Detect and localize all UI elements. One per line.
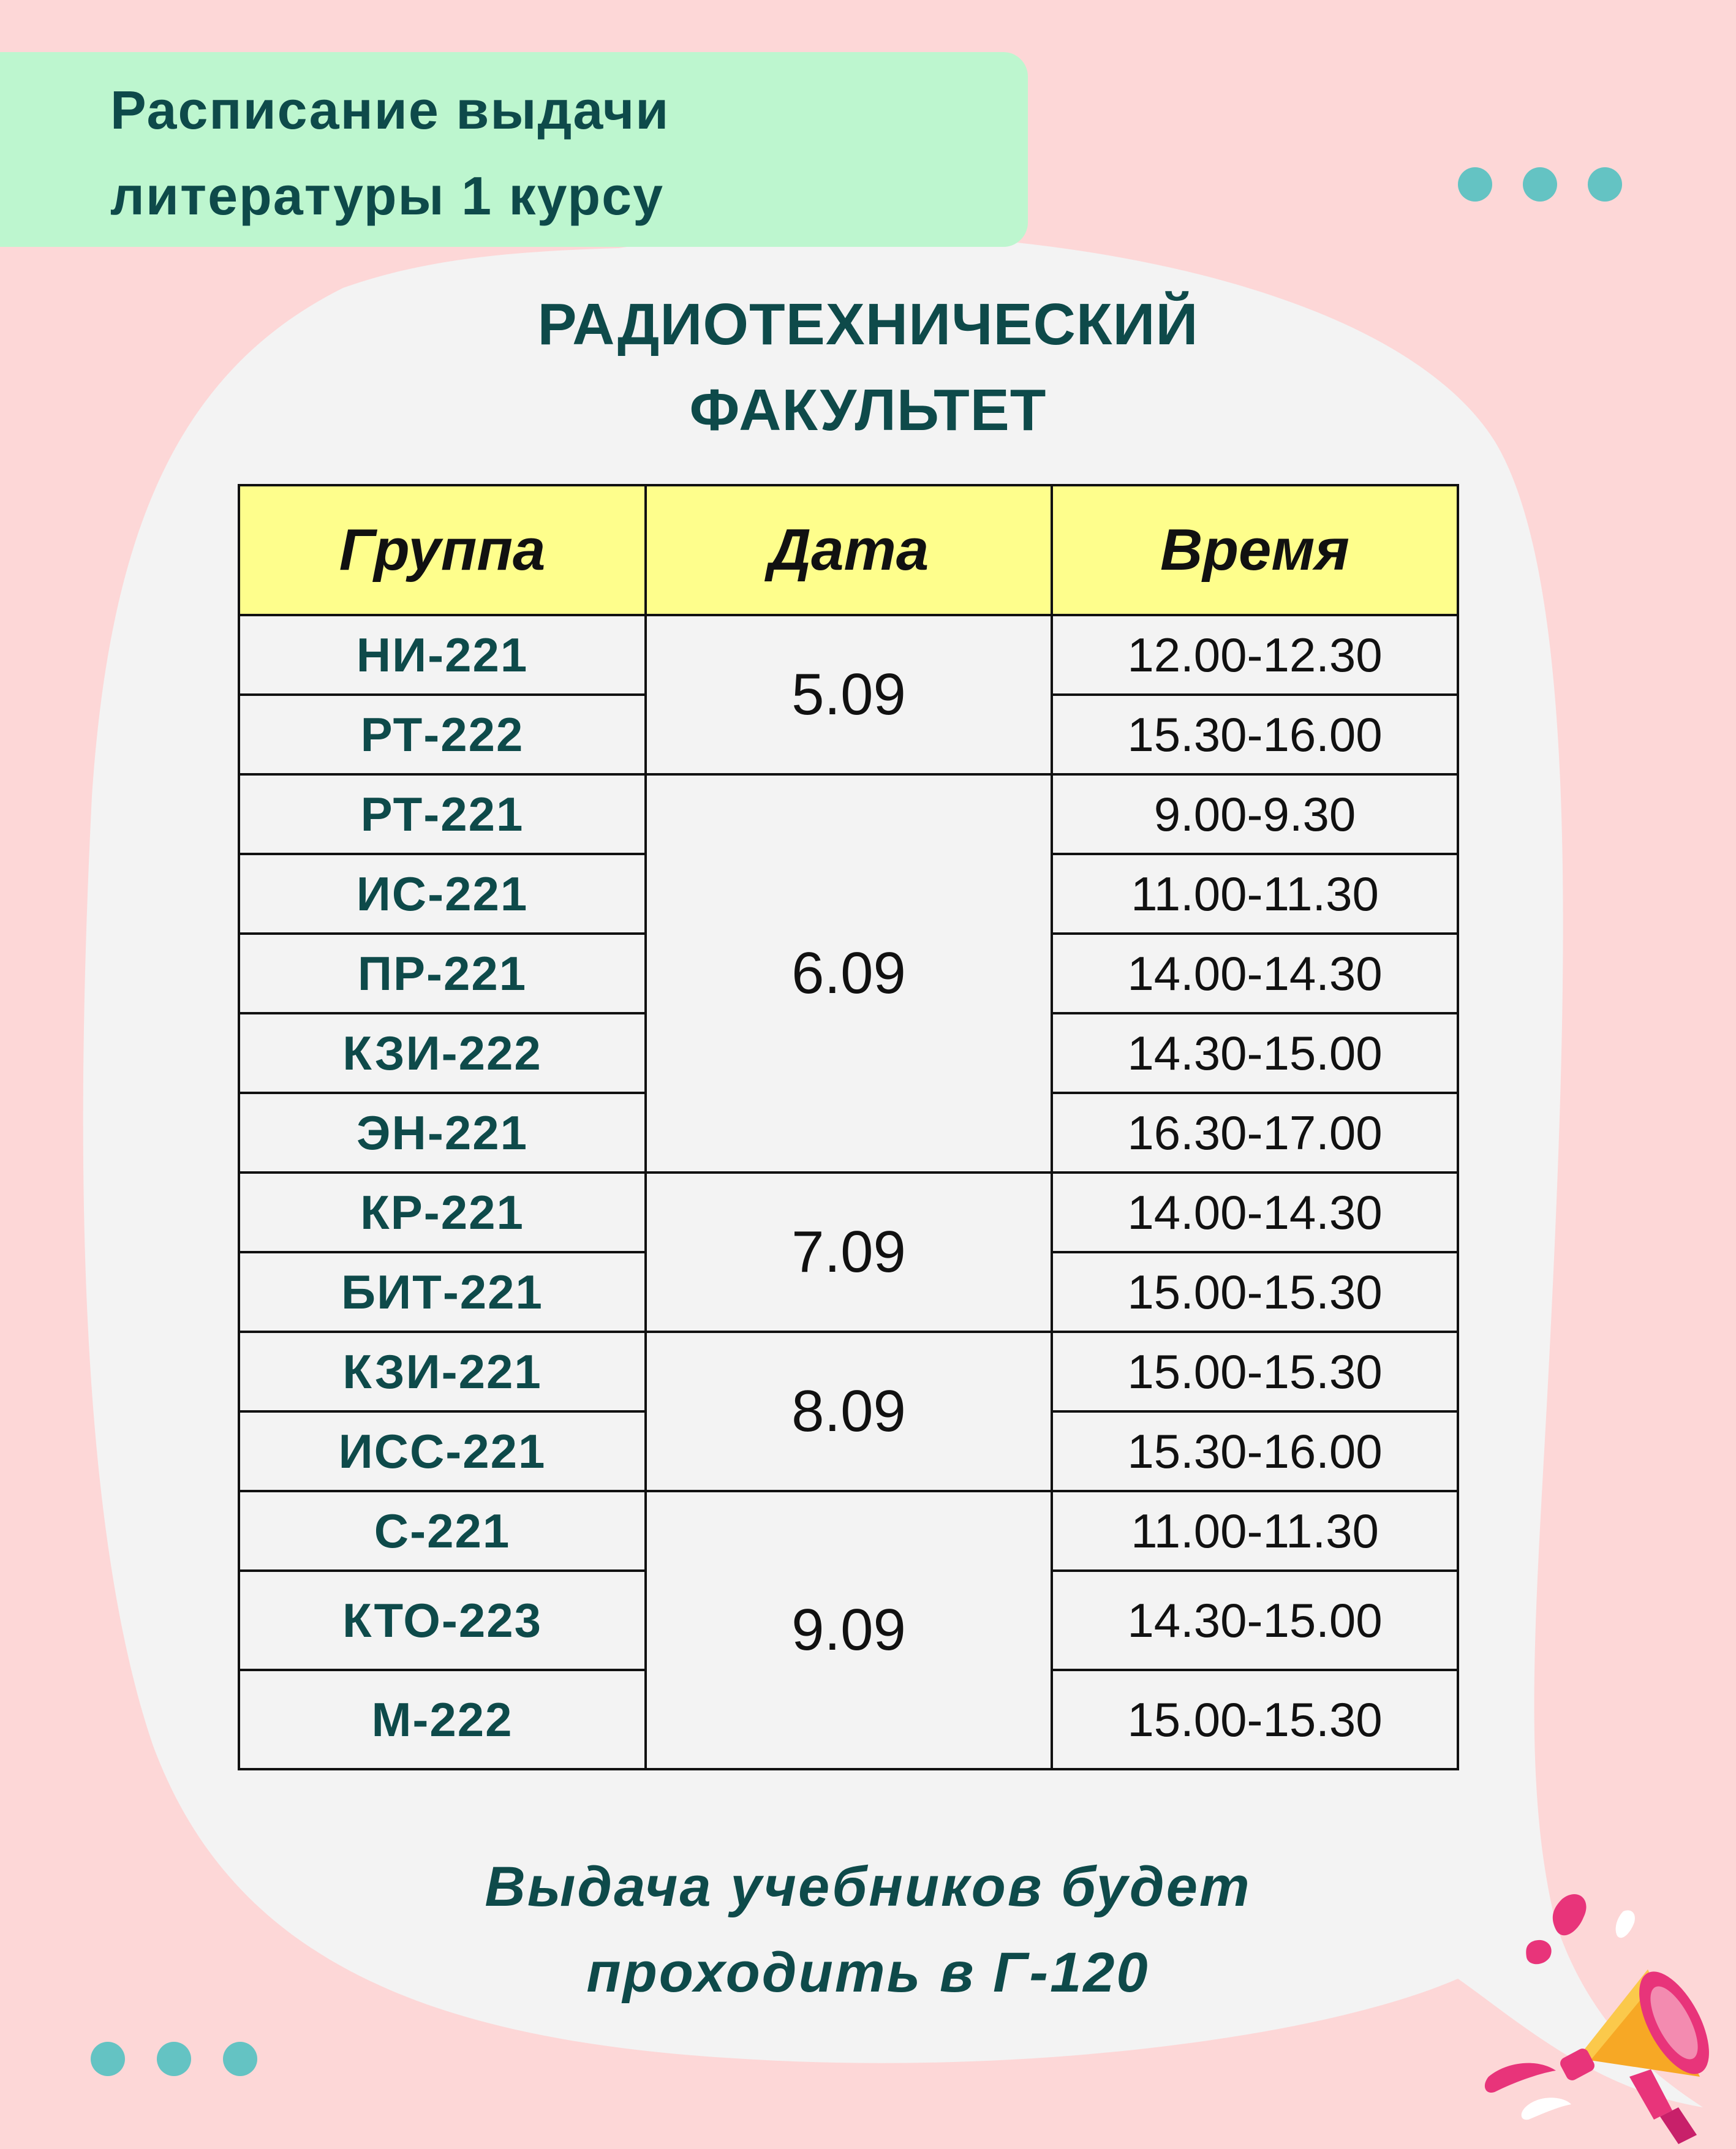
date-cell: 7.09	[646, 1173, 1052, 1332]
footer-line-1: Выдача учебников будет	[485, 1856, 1251, 1918]
faculty-title	[0, 282, 1736, 453]
time-cell: 15.00-15.30	[1052, 1252, 1458, 1332]
header-group: Группа	[239, 485, 646, 615]
schedule-table	[238, 484, 1459, 1770]
group-cell: КЗИ-222	[239, 1013, 646, 1093]
faculty-line-1: РАДИОТЕХНИЧЕСКИЙ	[537, 292, 1199, 357]
header-time: Время	[1052, 485, 1458, 615]
footer-line-2: проходить в Г-120	[586, 1941, 1150, 2004]
time-cell: 14.00-14.30	[1052, 934, 1458, 1013]
group-cell: РТ-221	[239, 774, 646, 854]
date-cell: 8.09	[646, 1332, 1052, 1491]
group-cell: С-221	[239, 1491, 646, 1571]
dot-decoration	[223, 2042, 257, 2076]
group-cell: ИС-221	[239, 854, 646, 934]
title-line-1: Расписание выдачи	[110, 80, 670, 140]
table-header-row	[239, 485, 1458, 615]
dot-decoration	[157, 2042, 191, 2076]
group-cell: БИТ-221	[239, 1252, 646, 1332]
time-cell: 15.00-15.30	[1052, 1332, 1458, 1411]
dot-decoration	[1588, 167, 1622, 202]
group-cell: НИ-221	[239, 615, 646, 695]
time-cell: 14.30-15.00	[1052, 1013, 1458, 1093]
table-row	[239, 615, 1458, 695]
group-cell: М-222	[239, 1670, 646, 1769]
dot-decoration	[1458, 167, 1492, 202]
group-cell: КР-221	[239, 1173, 646, 1252]
time-cell: 11.00-11.30	[1052, 854, 1458, 934]
time-cell: 12.00-12.30	[1052, 615, 1458, 695]
megaphone-icon	[1470, 1875, 1727, 2144]
time-cell: 14.30-15.00	[1052, 1571, 1458, 1670]
date-cell: 5.09	[646, 615, 1052, 774]
table-row	[239, 774, 1458, 854]
table-row	[239, 1332, 1458, 1411]
group-cell: ПР-221	[239, 934, 646, 1013]
dot-decoration	[1523, 167, 1557, 202]
date-cell: 6.09	[646, 774, 1052, 1173]
time-cell: 14.00-14.30	[1052, 1173, 1458, 1252]
table-row	[239, 1491, 1458, 1571]
group-cell: КЗИ-221	[239, 1332, 646, 1411]
group-cell: ИСС-221	[239, 1411, 646, 1491]
time-cell: 15.00-15.30	[1052, 1670, 1458, 1769]
title-line-2: литературы 1 курсу	[110, 165, 665, 226]
time-cell: 16.30-17.00	[1052, 1093, 1458, 1173]
time-cell: 15.30-16.00	[1052, 695, 1458, 774]
group-cell: КТО-223	[239, 1571, 646, 1670]
date-cell: 9.09	[646, 1491, 1052, 1769]
header-date: Дата	[646, 485, 1052, 615]
time-cell: 15.30-16.00	[1052, 1411, 1458, 1491]
table-row	[239, 1173, 1458, 1252]
dot-decoration	[91, 2042, 125, 2076]
page-title	[110, 67, 1017, 239]
group-cell: РТ-222	[239, 695, 646, 774]
group-cell: ЭН-221	[239, 1093, 646, 1173]
time-cell: 9.00-9.30	[1052, 774, 1458, 854]
time-cell: 11.00-11.30	[1052, 1491, 1458, 1571]
faculty-line-2: ФАКУЛЬТЕТ	[689, 377, 1047, 443]
